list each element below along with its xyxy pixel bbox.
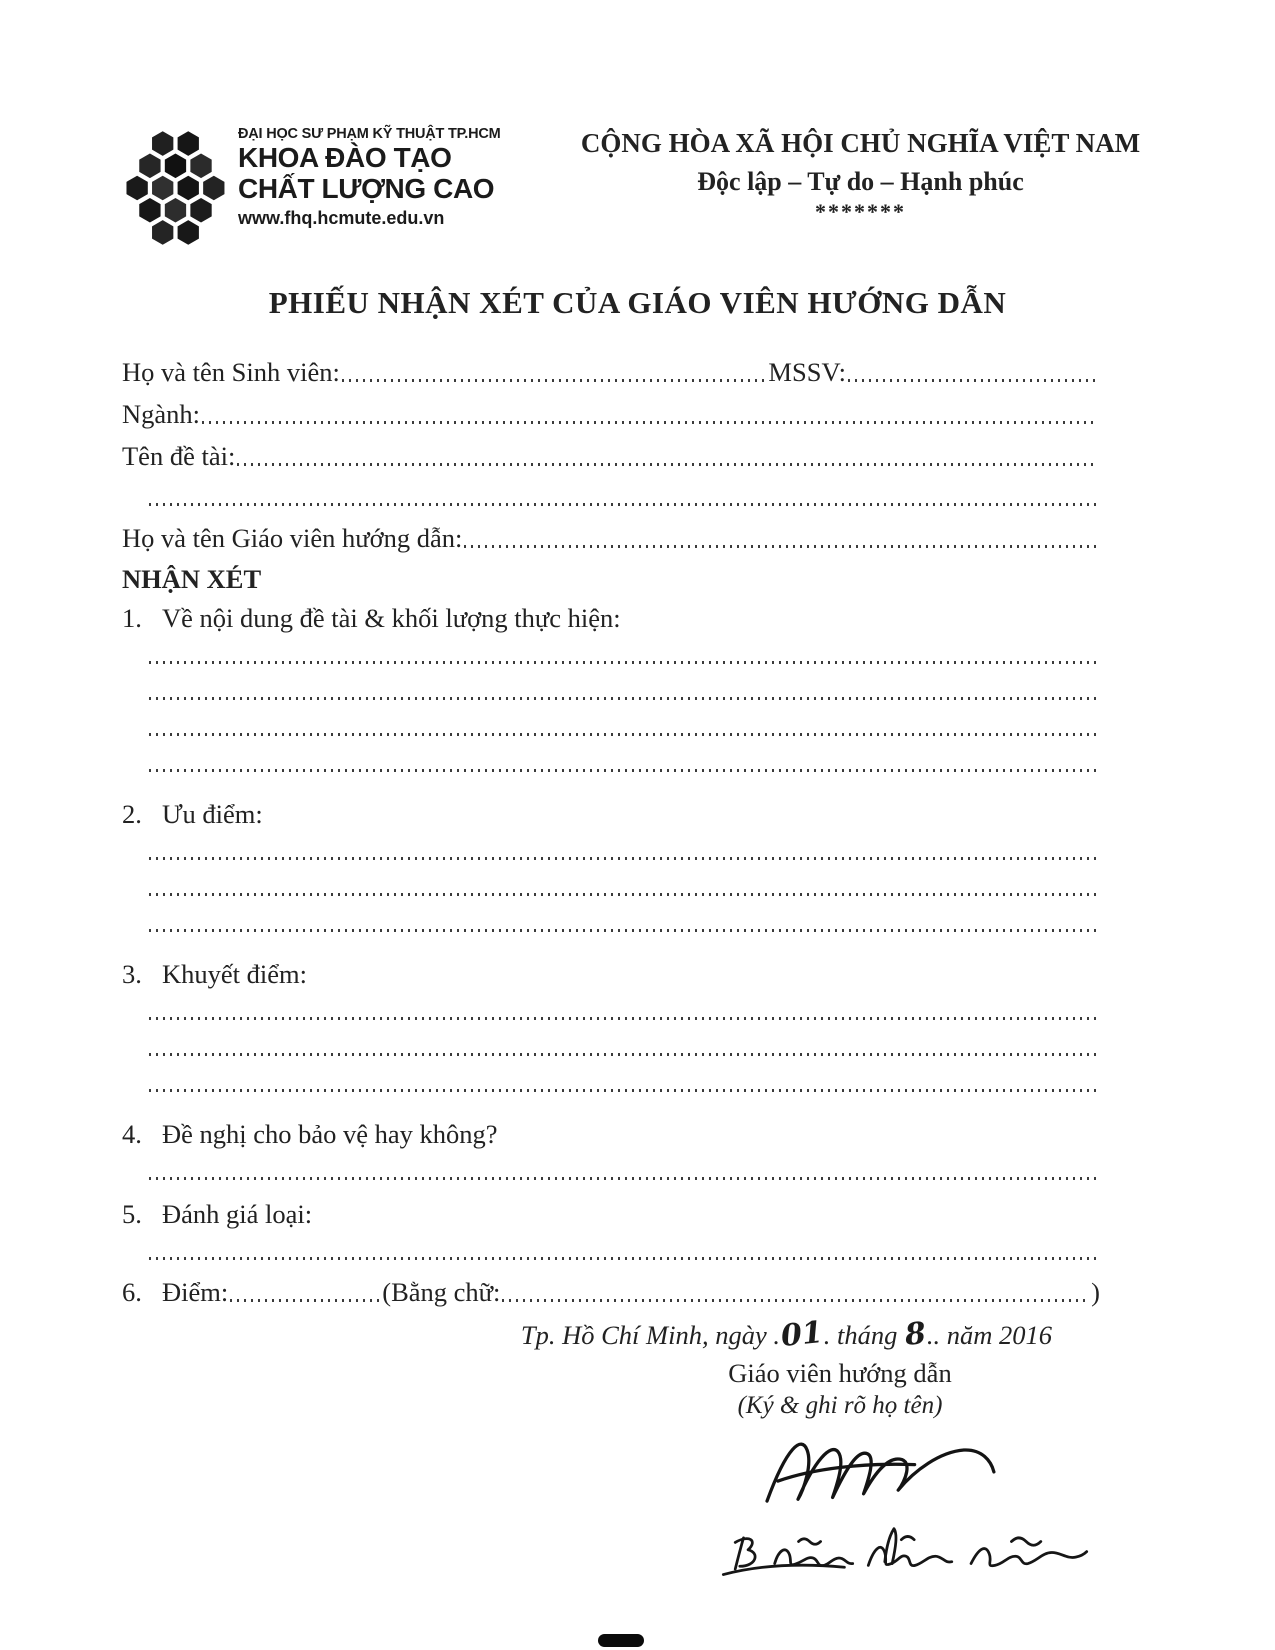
answer-line	[147, 707, 1100, 743]
review-item-2	[122, 795, 1100, 831]
dotted-blank-line	[149, 1089, 1098, 1092]
topic-blank	[237, 463, 1098, 466]
item-number: 5.	[122, 1199, 142, 1230]
dotted-blank-line	[149, 929, 1098, 932]
advisor-blank	[464, 545, 1098, 548]
page-title: PHIẾU NHẬN XÉT CỦA GIÁO VIÊN HƯỚNG DẪN	[268, 285, 1007, 320]
answer-line	[147, 1231, 1100, 1267]
score-in-words-label: (Bằng chữ:	[382, 1277, 501, 1308]
answer-line	[147, 1063, 1100, 1099]
item-number: 1.	[122, 603, 142, 634]
hexagon-honeycomb-icon	[122, 126, 228, 250]
review-section-heading: NHẬN XÉT	[122, 564, 262, 594]
signer-role: Giáo viên hướng dẫn	[728, 1358, 952, 1388]
org-faculty-line-1: KHOA ĐÀO TẠO	[238, 142, 452, 173]
dotted-blank-line	[149, 697, 1098, 700]
national-header-block	[506, 128, 1215, 225]
item-label: Về nội dung đề tài & khối lượng thực hiện:	[162, 603, 621, 634]
major-label: Ngành:	[122, 399, 201, 430]
answer-line	[147, 1027, 1100, 1063]
item-label: Đề nghị cho bảo vệ hay không?	[162, 1119, 498, 1150]
item-label: Khuyết điểm:	[162, 959, 307, 990]
org-block	[238, 126, 500, 229]
date-dots: .	[823, 1320, 837, 1350]
dotted-blank-line	[149, 1177, 1098, 1180]
answer-line	[147, 867, 1100, 903]
dotted-blank-line	[149, 661, 1098, 664]
dotted-blank-line	[149, 769, 1098, 772]
org-university-name: ĐẠI HỌC SƯ PHẠM KỸ THUẬT TP.HCM	[238, 126, 501, 142]
review-item-3	[122, 955, 1100, 991]
org-faculty-line-2: CHẤT LƯỢNG CAO	[238, 173, 495, 205]
advisor-label: Họ và tên Giáo viên hướng dẫn:	[122, 523, 463, 554]
topic-label: Tên đề tài:	[122, 441, 236, 472]
handwritten-name	[705, 1514, 1105, 1592]
answer-line	[147, 1151, 1100, 1187]
answer-line	[147, 635, 1100, 671]
dotted-blank-line	[149, 503, 1098, 506]
answer-line	[147, 671, 1100, 707]
answer-line	[147, 903, 1100, 939]
dotted-blank-line	[149, 1053, 1098, 1056]
university-logo	[122, 126, 228, 255]
signature-block	[610, 1358, 1070, 1592]
org-website: www.fhq.hcmute.edu.vn	[238, 207, 445, 228]
item-label: Đánh giá loại:	[162, 1199, 313, 1230]
student-id-blank	[848, 379, 1098, 382]
item-number: 4.	[122, 1119, 142, 1150]
review-item-5	[122, 1195, 1100, 1231]
dotted-blank-line	[149, 733, 1098, 736]
dotted-blank-line	[149, 1017, 1098, 1020]
dotted-blank-line	[149, 893, 1098, 896]
field-row-student	[122, 347, 1100, 389]
item-number: 2.	[122, 799, 142, 830]
field-row-major	[122, 389, 1100, 431]
answer-line	[147, 991, 1100, 1027]
item-number: 3.	[122, 959, 142, 990]
review-item-1	[122, 599, 1100, 635]
review-item-4	[122, 1115, 1100, 1151]
handwritten-month: 8	[903, 1316, 928, 1353]
topic-blank-continuation	[147, 473, 1100, 513]
student-name-label: Họ và tên Sinh viên:	[122, 357, 340, 388]
review-item-6	[122, 1267, 1100, 1309]
date-dots: ..	[926, 1320, 941, 1350]
date-dots: .	[773, 1320, 780, 1350]
date-prefix: Tp. Hồ Chí Minh, ngày	[520, 1320, 767, 1350]
score-in-words-blank	[502, 1299, 1089, 1302]
republic-title: CỘNG HÒA XÃ HỘI CHỦ NGHĨA VIỆT NAM	[580, 128, 1141, 158]
student-id-label: MSSV:	[768, 357, 846, 388]
item-label: Ưu điểm:	[162, 799, 263, 830]
score-close-paren: )	[1091, 1277, 1100, 1308]
major-blank	[202, 421, 1098, 424]
student-name-blank	[342, 379, 767, 382]
handwritten-signature	[750, 1430, 1010, 1512]
handwritten-day: 01	[779, 1314, 825, 1355]
month-word: tháng	[836, 1320, 898, 1350]
scan-artifact-mark	[598, 1634, 644, 1647]
answer-line	[147, 831, 1100, 867]
sign-instruction: (Ký & ghi rõ họ tên)	[737, 1392, 943, 1419]
place-date-line	[122, 1314, 1100, 1355]
dotted-blank-line	[149, 1257, 1098, 1260]
dotted-blank-line	[149, 857, 1098, 860]
field-row-topic	[122, 431, 1100, 473]
document-header	[122, 126, 1215, 255]
form-body	[122, 347, 1100, 1592]
score-label: Điểm:	[162, 1277, 229, 1308]
year-word: năm 2016	[946, 1320, 1052, 1350]
answer-line	[147, 743, 1100, 779]
item-number: 6.	[122, 1277, 142, 1308]
score-blank	[230, 1299, 380, 1302]
field-row-advisor	[122, 513, 1100, 555]
republic-motto: Độc lập – Tự do – Hạnh phúc	[697, 167, 1024, 196]
stars-separator: *******	[815, 199, 906, 224]
